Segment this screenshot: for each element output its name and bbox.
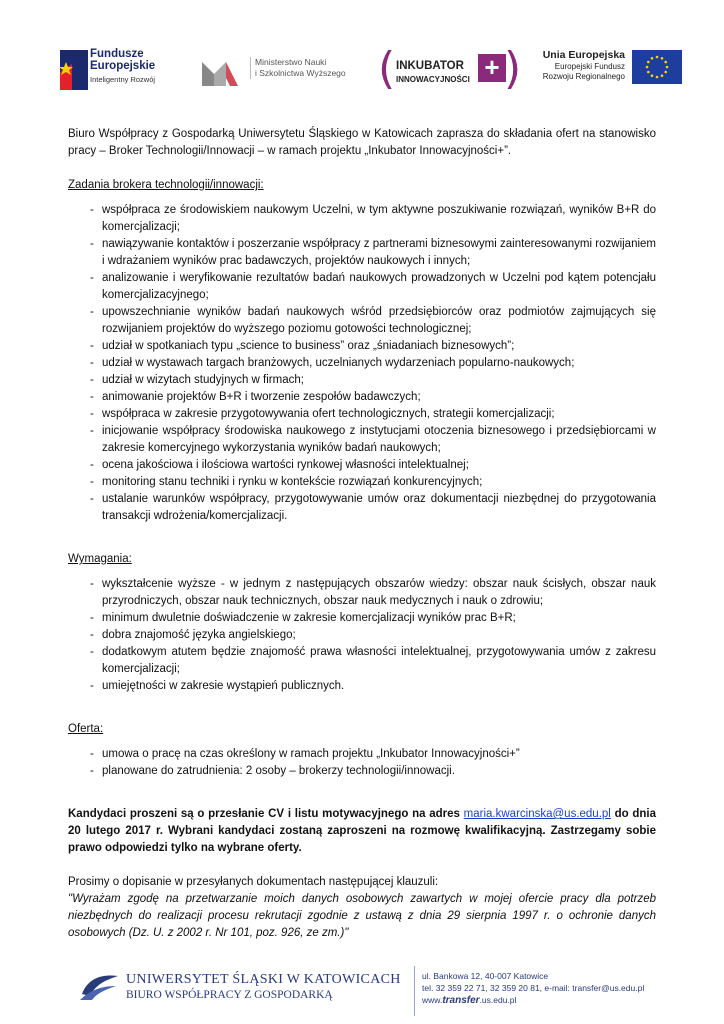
list-item: - animowanie projektów B+R i tworzenie zespołów badawczych;: [68, 389, 656, 406]
list-item: - udział w wystawach targach branżowych, uczelnianych wydarzeniach popularno-naukowych;: [68, 355, 656, 372]
apply-text-1: Kandydaci proszeni są o przesłanie CV i listu motywacyjnego na adres: [68, 808, 464, 820]
inkubator-logo: [378, 43, 522, 100]
website-link[interactable]: [422, 994, 644, 1007]
plus-icon: +: [478, 54, 506, 82]
position-name: Broker Technologii/Innowacji: [108, 145, 255, 157]
inkubator-bracket-right-icon: ): [504, 43, 522, 94]
offer-list: [68, 746, 656, 780]
document-body: [68, 126, 656, 942]
www-bold: transfer: [442, 995, 480, 1006]
footer: [78, 966, 688, 1016]
list-item: - umiejętności w zakresie wystąpień publicznych.: [68, 678, 656, 695]
requirements-heading: Wymagania:: [68, 553, 132, 565]
requirements-section: [68, 551, 656, 695]
intro-text-2: – w ramach projektu „Inkubator Innowacyjności+”.: [254, 145, 512, 157]
mn-line-1: Ministerstwo Nauki: [255, 57, 327, 67]
footer-divider: [414, 966, 415, 1016]
phone-email-text: tel. 32 359 22 71, 32 359 20 81, e-mail: transfer@us.edu.pl: [422, 983, 645, 993]
fe-title-2: Europejskie: [90, 60, 156, 72]
ue-line-2: Rozwoju Regionalnego: [542, 72, 625, 81]
apply-text-2: do dnia 20 lutego 2017 r. Wybrani kandydaci zostaną zaproszeni na rozmowę kwalifikacyjną. Zastrzegamy sobie prawo odpowiedzi tylko na wybrane oferty.: [68, 808, 656, 854]
clause-intro: Prosimy o dopisanie w przesyłanych dokumentach następującej klauzuli:: [68, 876, 439, 888]
list-item: - analizowanie i weryfikowanie rezultatów badań naukowych prowadzonych w Uczelni pod kątem potencjału komercjalizacyjnego;: [68, 270, 656, 304]
list-item: - ustalanie warunków współpracy, przygotowywanie umów oraz dokumentacji niezbędnej do przygotowania transakcji wdrożenia/komercjalizacji.: [68, 491, 656, 525]
list-item: - dobra znajomość języka angielskiego;: [68, 627, 656, 644]
offer-section: [68, 721, 656, 780]
inkubator-line-1: INKUBATOR: [396, 60, 464, 72]
address-text: ul. Bankowa 12, 40-007 Katowice: [422, 971, 549, 981]
university-logo-icon: [78, 972, 120, 1002]
mn-line-2: i Szkolnictwa Wyższego: [255, 68, 346, 78]
office-name: BIURO WSPÓŁPRACY Z GOSPODARKĄ: [126, 989, 333, 1001]
list-item: - ocena jakościowa i ilościowa wartości rynkowej własności intelektualnej;: [68, 457, 656, 474]
offer-heading: Oferta:: [68, 723, 104, 735]
contact-block: [422, 970, 644, 1007]
fe-star-icon: [58, 50, 88, 90]
www-prefix: www.: [422, 995, 443, 1005]
ue-line-1: Europejski Fundusz: [554, 62, 625, 71]
tasks-section: [68, 177, 656, 525]
apply-paragraph: [68, 806, 656, 857]
intro-text-1: Biuro Współpracy z Gospodarką Uniwersytetu Śląskiego w Katowicach zaprasza do składania ofert na stanowisko pracy –: [68, 128, 656, 157]
logo-header: [48, 42, 688, 102]
mnisw-mark-icon: [202, 60, 240, 86]
requirements-list: [68, 576, 656, 695]
university-name: UNIWERSYTET ŚLĄSKI W KATOWICACH: [126, 972, 401, 987]
list-item: - umowa o pracę na czas określony w ramach projektu „Inkubator Innowacyjności+”: [68, 746, 656, 763]
inkubator-bracket-left-icon: (: [378, 43, 396, 94]
ministerstwo-logo: [198, 54, 368, 94]
tasks-list: [68, 202, 656, 525]
list-item: - inicjowanie współpracy środowiska naukowego z instytucjami otoczenia biznesowego i przedsiębiorcami w zakresie komercyjnego wykorzystania wyników badań naukowych;: [68, 423, 656, 457]
list-item: - nawiązywanie kontaktów i poszerzanie współpracy z partnerami biznesowymi zainteresowanymi rozwijaniem i wdrażaniem wyników prac badawczych, projektów naukowych i innych;: [68, 236, 656, 270]
fe-title-1: Fundusze: [90, 48, 144, 60]
list-item: - współpraca w zakresie przygotowywania ofert technologicznych, strategii komercjalizacji;: [68, 406, 656, 423]
list-item: - minimum dwuletnie doświadczenie w zakresie komercjalizacji wyników prac B+R;: [68, 610, 656, 627]
ue-title: Unia Europejska: [542, 49, 625, 61]
list-item: - upowszechnianie wyników badań naukowych wśród przedsiębiorców oraz podmiotów zajmujących się rozwijaniem projektów do wyższego poziomu gotowości technologicznej;: [68, 304, 656, 338]
tasks-heading: Zadania brokera technologii/innowacji:: [68, 179, 264, 191]
list-item: - planowane do zatrudnienia: 2 osoby – brokerzy technologii/innowacji.: [68, 763, 656, 780]
list-item: - udział w wizytach studyjnych w firmach;: [68, 372, 656, 389]
intro-paragraph: [68, 126, 656, 160]
fe-subtitle: Inteligentny Rozwój: [90, 75, 156, 84]
list-item: - dodatkowym atutem będzie znajomość prawa własności intelektualnej, przygotowywania umów z zakresu komercjalizacji;: [68, 644, 656, 678]
list-item: - wykształcenie wyższe - w jednym z następujących obszarów wiedzy: obszar nauk ścisłych, obszar nauk przyrodniczych, obszar nauk technicznych, obszar nauk medycznych i nauk o zdrowiu;: [68, 576, 656, 610]
www-suffix: .us.edu.pl: [479, 995, 517, 1005]
eu-flag-icon: [632, 50, 682, 84]
fundusze-europejskie-logo: [52, 44, 176, 100]
clause-text: "Wyrażam zgodę na przetwarzanie moich danych osobowych zawartych w mojej ofercie pracy dla potrzeb niezbędnych do realizacji procesu rekrutacji zgodnie z ustawą z dnia 29 sierpnia 1997 r. o ochronie danych osobowych (Dz. U. z 2002 r. Nr 101, poz. 926, ze zm.)": [68, 893, 656, 939]
list-item: - monitoring stanu techniki i rynku w kontekście rozwiązań konkurencyjnych;: [68, 474, 656, 491]
list-item: - udział w spotkaniach typu „science to business” oraz „śniadaniach biznesowych”;: [68, 338, 656, 355]
unia-europejska-logo: [530, 48, 690, 98]
inkubator-line-2: INNOWACYJNOŚCI: [396, 75, 470, 84]
list-item: - współpraca ze środowiskiem naukowym Uczelni, w tym aktywne poszukiwanie rozwiązań, wyników B+R do komercjalizacji;: [68, 202, 656, 236]
email-link[interactable]: maria.kwarcinska@us.edu.pl: [463, 808, 611, 820]
